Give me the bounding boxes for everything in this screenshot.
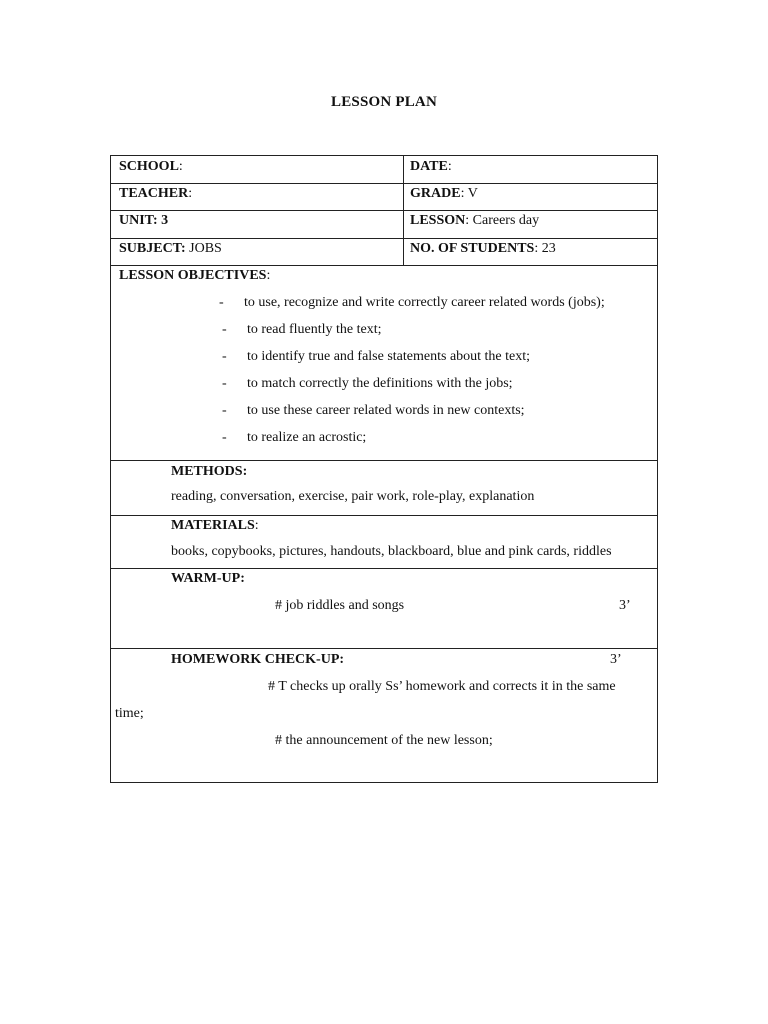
page-title: LESSON PLAN xyxy=(331,94,437,110)
subject-field: SUBJECT: JOBS xyxy=(119,241,222,256)
methods-text: reading, conversation, exercise, pair work, role-play, explanation xyxy=(171,489,535,504)
materials-heading: MATERIALS: xyxy=(171,518,259,533)
students-field: NO. OF STUDENTS: 23 xyxy=(410,241,556,256)
methods-heading: METHODS: xyxy=(171,464,248,479)
row-divider xyxy=(111,515,657,516)
materials-text: books, copybooks, pictures, handouts, blackboard, blue and pink cards, riddles xyxy=(171,544,612,559)
unit-field: UNIT: 3 xyxy=(119,213,169,228)
objective-item: - to read fluently the text; xyxy=(222,322,382,337)
homework-time: 3’ xyxy=(610,652,622,667)
objectives-heading: LESSON OBJECTIVES: xyxy=(119,268,271,283)
warmup-heading: WARM-UP: xyxy=(171,571,245,586)
row-divider xyxy=(111,568,657,569)
grade-field: GRADE: V xyxy=(410,186,478,201)
objective-item: - to use, recognize and write correctly career related words (jobs); xyxy=(219,295,605,310)
row-divider xyxy=(111,460,657,461)
date-field: DATE: xyxy=(410,159,452,174)
row-divider xyxy=(111,183,657,184)
lesson-field: LESSON: Careers day xyxy=(410,213,540,228)
homework-heading: HOMEWORK CHECK-UP: xyxy=(171,652,345,667)
homework-item-continued: time; xyxy=(115,706,144,721)
objective-item: - to use these career related words in new contexts; xyxy=(222,403,525,418)
lesson-plan-table xyxy=(110,155,658,783)
column-divider xyxy=(403,156,404,266)
objective-item: - to match correctly the definitions with the jobs; xyxy=(222,376,513,391)
row-divider xyxy=(111,210,657,211)
row-divider xyxy=(111,648,657,649)
homework-item: # T checks up orally Ss’ homework and corrects it in the same xyxy=(268,679,616,694)
warmup-time: 3’ xyxy=(619,598,631,613)
row-divider xyxy=(111,265,657,266)
warmup-item: # job riddles and songs xyxy=(275,598,405,613)
objective-item: - to realize an acrostic; xyxy=(222,430,367,445)
row-divider xyxy=(111,238,657,239)
objective-item: - to identify true and false statements about the text; xyxy=(222,349,531,364)
school-field: SCHOOL: xyxy=(119,159,183,174)
teacher-field: TEACHER: xyxy=(119,186,193,201)
homework-item: # the announcement of the new lesson; xyxy=(275,733,493,748)
